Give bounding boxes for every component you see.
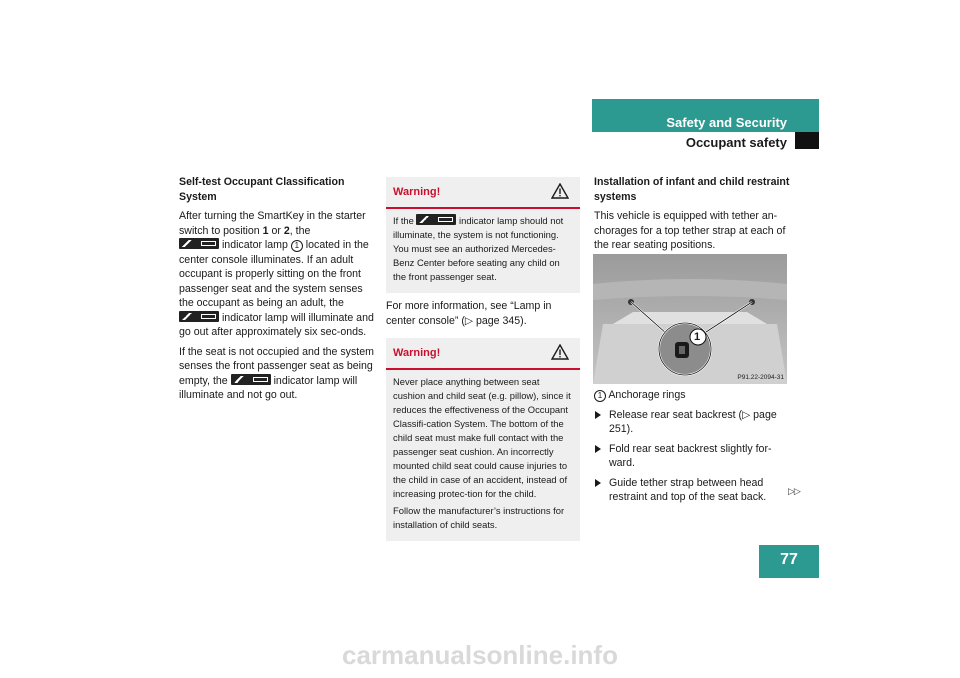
warning-triangle-icon	[551, 183, 569, 199]
step-release-backrest: Release rear seat backrest (▷ page 251).	[594, 408, 790, 437]
step-fold-backrest: Fold rear seat backrest slightly for-ward.	[594, 442, 790, 471]
passenger-airbag-off-lamp-icon	[231, 374, 271, 385]
heading-self-test: Self-test Occupant Classification System	[179, 176, 345, 203]
legend-anchorage-rings: 1 Anchorage rings	[594, 388, 790, 403]
section-title: Safety and Security	[666, 115, 787, 130]
paragraph-tether: This vehicle is equipped with tether an-chorages for a top tether strap at each of the rear seating positions.	[594, 210, 786, 251]
passenger-airbag-off-lamp-icon	[179, 238, 219, 249]
paragraph-seat-empty: If the seat is not occupied and the system senses the front passenger seat as being empty, the indicator lamp will illuminate and not go out.	[179, 345, 374, 401]
warning-triangle-icon	[551, 344, 569, 360]
warning-1-text: If the indicator lamp should not illuminate, the system is not functioning. You must see an authorized Mercedes-Benz Center before seating any child on the front passenger seat.	[393, 215, 564, 282]
photo-reference-code: P91.22-2094-31	[737, 374, 784, 381]
section-header	[592, 99, 819, 149]
warning-2-text: Never place anything between seat cushion and child seat (e.g. pillow), since it reduces the effectiveness of the Occupant Classifi-cation System. The bottom of the child seat must make full contact with the passenger seat cushion. An incorrectly mounted child seat could cause injuries to the child in case of an accident, instead of increasing protec-tion for the child.	[393, 376, 571, 499]
warning-2-instructions: Follow the manufacturer’s instructions for installation of child seats.	[393, 505, 565, 530]
warning-box-2	[386, 338, 580, 541]
photo-callout-1: 1	[694, 331, 701, 343]
column-1	[179, 175, 377, 408]
passenger-airbag-off-lamp-icon	[416, 214, 456, 225]
column-3-bottom	[594, 388, 790, 510]
paragraph-self-test: After turning the SmartKey in the starter switch to position 1 or 2, the indicator lamp 1 located in the center console illuminates. If an adult occupant is properly sitting on the front passenger seat and the system senses the occupant as being an adult, the indicator lamp will illuminate and go out after approximately six sec-onds.	[179, 210, 374, 338]
subsection-title: Occupant safety	[685, 135, 787, 150]
column-3-top	[594, 175, 790, 258]
passenger-airbag-off-lamp-icon	[179, 311, 219, 322]
header-marker	[795, 132, 819, 149]
warning-title: Warning!	[393, 347, 441, 359]
more-info-text: For more information, see “Lamp in center console” (▷ page 345).	[386, 300, 552, 327]
warning-title: Warning!	[393, 186, 441, 198]
tether-anchorage-photo	[593, 254, 787, 384]
heading-installation: Installation of infant and child restraint systems	[594, 176, 790, 203]
page-number: 77	[759, 545, 819, 578]
warning-box-1	[386, 177, 580, 293]
callout-1: 1	[594, 390, 606, 402]
continued-marker: ▷▷	[788, 486, 800, 496]
callout-1: 1	[291, 240, 303, 252]
watermark: carmanualsonline.info	[342, 640, 618, 670]
step-guide-tether: Guide tether strap between head restraint and top of the seat back.	[594, 476, 790, 505]
